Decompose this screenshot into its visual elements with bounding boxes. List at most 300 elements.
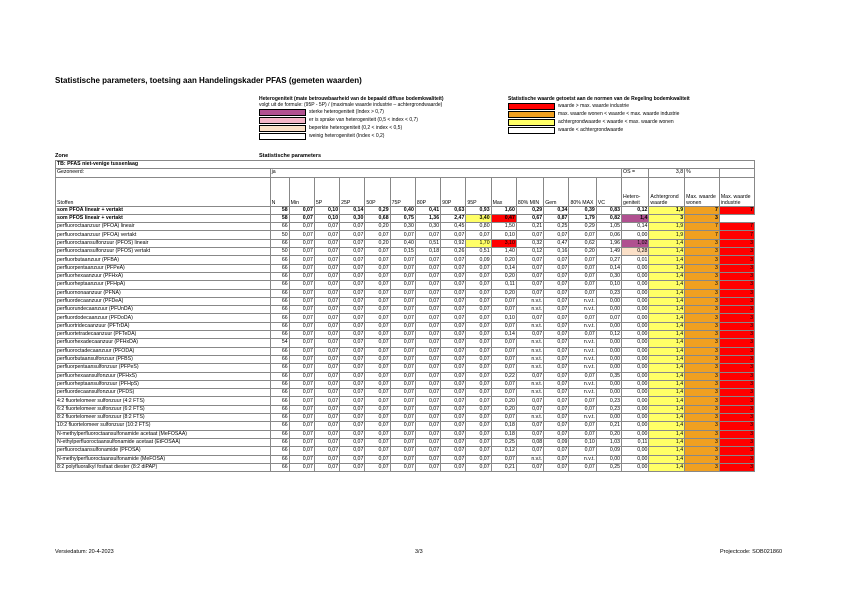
value-cell: 0,07 — [340, 455, 365, 463]
value-cell: 3 — [719, 347, 754, 355]
value-cell: 1,4 — [649, 306, 685, 314]
value-cell: 0,07 — [365, 430, 390, 438]
value-cell: 0,07 — [365, 422, 390, 430]
value-cell: 0,07 — [516, 289, 543, 297]
value-cell: 3 — [685, 380, 720, 388]
legend-item — [259, 108, 443, 116]
value-cell: 3 — [719, 389, 754, 397]
value-cell: 1,4 — [649, 322, 685, 330]
legend-swatch — [259, 109, 306, 116]
value-cell: 1,4 — [649, 438, 685, 446]
heterogeneity-legend — [259, 96, 443, 140]
value-cell: n.v.t. — [569, 322, 596, 330]
value-cell: 0,07 — [415, 364, 440, 372]
value-cell: 0,10 — [314, 214, 339, 222]
value-cell: 0,07 — [415, 455, 440, 463]
column-header: VC — [596, 177, 621, 206]
value-cell: 0,07 — [516, 272, 543, 280]
value-cell: n.v.t. — [516, 389, 543, 397]
value-cell: 0,07 — [441, 463, 466, 471]
value-cell: 3 — [685, 339, 720, 347]
value-cell: 1,4 — [649, 272, 685, 280]
value-cell: 0,07 — [544, 322, 569, 330]
value-cell: 1,4 — [649, 248, 685, 256]
value-cell: 3 — [719, 297, 754, 305]
value-cell: 0,00 — [622, 355, 649, 363]
value-cell: 0,07 — [544, 447, 569, 455]
value-cell: 0,07 — [390, 314, 415, 322]
value-cell: 0,07 — [441, 289, 466, 297]
column-header: N — [270, 177, 289, 206]
value-cell: 0,07 — [441, 380, 466, 388]
legend-item — [259, 132, 443, 140]
value-cell: 0,07 — [441, 422, 466, 430]
value-cell: 0,07 — [289, 206, 314, 214]
value-cell: 0,08 — [516, 438, 543, 446]
column-header: 80% MIN — [516, 177, 543, 206]
value-cell: 3 — [719, 248, 754, 256]
legend-label: er is sprake van heterogeniteit (0,5 < index < 0,7) — [309, 117, 418, 123]
value-cell: n.v.t. — [569, 414, 596, 422]
value-cell: 0,07 — [340, 314, 365, 322]
value-cell: 3 — [685, 306, 720, 314]
value-cell: 50 — [270, 231, 289, 239]
substance-name: perfluorhexadecaanzuur (PFHxDA) — [56, 339, 271, 347]
value-cell: 1,4 — [649, 372, 685, 380]
value-cell: 0,21 — [596, 422, 621, 430]
value-cell: 3 — [685, 438, 720, 446]
value-cell: 3 — [719, 372, 754, 380]
legend-item — [508, 118, 690, 126]
table-row — [56, 455, 755, 463]
norm-legend — [508, 96, 690, 134]
value-cell: 0,14 — [622, 223, 649, 231]
value-cell: 3 — [719, 339, 754, 347]
value-cell: 0,07 — [314, 380, 339, 388]
value-cell: 0,07 — [466, 231, 491, 239]
value-cell: 3 — [719, 422, 754, 430]
value-cell: 3 — [685, 248, 720, 256]
value-cell: 3 — [719, 447, 754, 455]
os-value: 3,8 — [649, 169, 685, 177]
value-cell: 1,02 — [622, 239, 649, 247]
value-cell: 0,41 — [415, 206, 440, 214]
value-cell: 0,00 — [622, 306, 649, 314]
footer-project: Projectcode: SOB021860 — [720, 549, 783, 555]
footer-page: 3/3 — [415, 549, 423, 555]
value-cell: 0,07 — [415, 331, 440, 339]
value-cell: 0,07 — [365, 372, 390, 380]
value-cell: 3 — [685, 264, 720, 272]
value-cell: 0,07 — [516, 231, 543, 239]
value-cell: 0,14 — [596, 264, 621, 272]
value-cell: 7 — [685, 231, 720, 239]
value-cell: 0,07 — [314, 372, 339, 380]
value-cell: 0,07 — [390, 347, 415, 355]
value-cell: 0,07 — [466, 422, 491, 430]
substance-name: N-ethylperfluoroctaansulfonamide acetaat (EtFOSAA) — [56, 438, 271, 446]
value-cell: 0,67 — [516, 214, 543, 222]
value-cell: 0,82 — [596, 214, 621, 222]
value-cell: 0,07 — [544, 463, 569, 471]
legend-label: waarde < achtergrondwaarde — [558, 127, 624, 133]
value-cell: 0,07 — [390, 430, 415, 438]
value-cell: 0,07 — [466, 372, 491, 380]
value-cell: 0,07 — [314, 438, 339, 446]
value-cell: 0,07 — [415, 339, 440, 347]
substance-name: perfluorbutaanzuur (PFBA) — [56, 256, 271, 264]
value-cell: 0,07 — [340, 463, 365, 471]
substance-name: perfluorundecaanzuur (PFUnDA) — [56, 306, 271, 314]
value-cell: n.v.t. — [516, 355, 543, 363]
value-cell: 0,07 — [441, 231, 466, 239]
value-cell: 0,00 — [596, 322, 621, 330]
value-cell: 0,07 — [441, 372, 466, 380]
value-cell: 1,9 — [649, 231, 685, 239]
column-header: Max — [491, 177, 516, 206]
gezoneerd-row — [56, 169, 755, 177]
value-cell: 0,07 — [289, 223, 314, 231]
value-cell: 3 — [685, 405, 720, 413]
value-cell: 3 — [719, 331, 754, 339]
value-cell: 0,07 — [466, 463, 491, 471]
substance-name: perfluortridecaanzuur (PFTrDA) — [56, 322, 271, 330]
value-cell: 1,4 — [649, 389, 685, 397]
value-cell: 0,07 — [365, 297, 390, 305]
value-cell: 0,07 — [340, 331, 365, 339]
value-cell: 0,07 — [314, 223, 339, 231]
value-cell: 0,07 — [314, 455, 339, 463]
substance-name: perfluorbutaansulfonzuur (PFBS) — [56, 355, 271, 363]
value-cell: 66 — [270, 289, 289, 297]
value-cell: 0,07 — [415, 380, 440, 388]
value-cell: 0,07 — [365, 463, 390, 471]
value-cell: 0,07 — [340, 256, 365, 264]
value-cell: 0,23 — [596, 289, 621, 297]
value-cell: 1,4 — [649, 331, 685, 339]
value-cell: 3 — [719, 455, 754, 463]
legend-swatch — [259, 117, 306, 124]
legend-item — [508, 102, 690, 110]
value-cell: 3 — [719, 239, 754, 247]
value-cell: 0,18 — [491, 422, 516, 430]
value-cell: 3 — [685, 372, 720, 380]
value-cell: 2,47 — [441, 214, 466, 222]
value-cell: 0,07 — [365, 314, 390, 322]
value-cell: 0,07 — [415, 463, 440, 471]
zone-row — [56, 161, 755, 169]
value-cell: 0,07 — [466, 264, 491, 272]
table-row — [56, 347, 755, 355]
value-cell: 0,07 — [466, 355, 491, 363]
table-row — [56, 463, 755, 471]
table-row — [56, 397, 755, 405]
value-cell: 66 — [270, 355, 289, 363]
legend-swatch — [259, 125, 306, 132]
value-cell: 3 — [719, 463, 754, 471]
value-cell: 0,07 — [289, 322, 314, 330]
value-cell: 0,07 — [365, 248, 390, 256]
value-cell: 0,23 — [596, 397, 621, 405]
legend-header: Heterogeniteit (mate betrouwbaarheid van de bepaald diffuse bodemkwaliteit) — [259, 96, 444, 102]
value-cell: 3 — [719, 355, 754, 363]
value-cell: 3 — [685, 397, 720, 405]
value-cell: 1,4 — [622, 214, 649, 222]
value-cell: 3 — [685, 314, 720, 322]
value-cell: 1,4 — [649, 347, 685, 355]
substance-name: som PFOA lineair + vertakt — [56, 206, 271, 214]
value-cell: 0,20 — [491, 256, 516, 264]
value-cell: 66 — [270, 331, 289, 339]
os-unit: % — [685, 169, 720, 177]
value-cell: 3 — [685, 239, 720, 247]
value-cell: 66 — [270, 389, 289, 397]
value-cell: 0,00 — [622, 289, 649, 297]
value-cell: 0,07 — [491, 339, 516, 347]
value-cell: 0,07 — [466, 289, 491, 297]
value-cell: 0,62 — [569, 239, 596, 247]
value-cell: 0,07 — [491, 322, 516, 330]
value-cell: 0,14 — [491, 331, 516, 339]
value-cell: 0,07 — [289, 455, 314, 463]
value-cell: 0,07 — [340, 297, 365, 305]
value-cell: 0,07 — [289, 239, 314, 247]
value-cell: 0,07 — [466, 364, 491, 372]
value-cell: 0,07 — [415, 397, 440, 405]
value-cell: 0,07 — [289, 430, 314, 438]
value-cell: 0,07 — [390, 397, 415, 405]
table-row — [56, 297, 755, 305]
value-cell: 3 — [719, 306, 754, 314]
value-cell: 0,07 — [415, 256, 440, 264]
value-cell: 0,07 — [441, 331, 466, 339]
legend-item — [259, 116, 443, 124]
value-cell: 7 — [685, 223, 720, 231]
value-cell: 0,07 — [441, 405, 466, 413]
value-cell: 0,00 — [596, 355, 621, 363]
value-cell: 0,11 — [622, 438, 649, 446]
value-cell: 0,07 — [569, 314, 596, 322]
value-cell: 0,51 — [415, 239, 440, 247]
value-cell: 0,35 — [596, 372, 621, 380]
value-cell: 1,4 — [649, 239, 685, 247]
table-row — [56, 223, 755, 231]
value-cell: 0,07 — [569, 231, 596, 239]
value-cell: 0,07 — [544, 264, 569, 272]
value-cell: n.v.t. — [569, 297, 596, 305]
value-cell: 0,18 — [491, 430, 516, 438]
value-cell: 0,07 — [569, 463, 596, 471]
value-cell: 0,07 — [544, 347, 569, 355]
table-row — [56, 422, 755, 430]
legend-header: Statistische waarde getoetst aan de normen van de Regeling bodemkwaliteit — [508, 96, 690, 102]
value-cell: 0,07 — [466, 438, 491, 446]
value-cell: 0,07 — [516, 281, 543, 289]
table-row — [56, 239, 755, 247]
value-cell: 3 — [685, 331, 720, 339]
value-cell: 0,00 — [622, 281, 649, 289]
value-cell: 3 — [685, 322, 720, 330]
value-cell: 1,4 — [649, 414, 685, 422]
value-cell: n.v.t. — [516, 455, 543, 463]
value-cell: 0,07 — [314, 414, 339, 422]
value-cell: 3 — [685, 463, 720, 471]
value-cell: 0,40 — [390, 239, 415, 247]
table-row — [56, 231, 755, 239]
column-header: 50P — [365, 177, 390, 206]
value-cell: 7 — [685, 206, 720, 214]
column-header: 90P — [441, 177, 466, 206]
value-cell: 0,07 — [289, 231, 314, 239]
substance-name: perfluordodecaanzuur (PFDoDA) — [56, 314, 271, 322]
value-cell: 0,07 — [544, 372, 569, 380]
value-cell: 0,07 — [415, 347, 440, 355]
value-cell: 66 — [270, 297, 289, 305]
legend-item — [508, 110, 690, 118]
table-row — [56, 430, 755, 438]
value-cell: 0,87 — [544, 214, 569, 222]
value-cell: 1,50 — [491, 223, 516, 231]
table-row — [56, 248, 755, 256]
value-cell: 66 — [270, 272, 289, 280]
table-row — [56, 314, 755, 322]
value-cell: 0,07 — [390, 339, 415, 347]
value-cell: 0,07 — [340, 355, 365, 363]
value-cell: 0,83 — [596, 206, 621, 214]
value-cell: 0,07 — [466, 322, 491, 330]
table-row — [56, 214, 755, 222]
value-cell: 1,4 — [649, 339, 685, 347]
value-cell: 0,07 — [544, 430, 569, 438]
value-cell: 0,07 — [289, 347, 314, 355]
value-cell: 0,07 — [441, 397, 466, 405]
value-cell: 0,07 — [340, 438, 365, 446]
value-cell: 0,07 — [516, 397, 543, 405]
value-cell: 0,00 — [622, 314, 649, 322]
value-cell: 0,07 — [289, 372, 314, 380]
value-cell: n.v.t. — [516, 339, 543, 347]
value-cell: 0,00 — [622, 347, 649, 355]
value-cell: 0,07 — [365, 355, 390, 363]
value-cell: 0,07 — [544, 380, 569, 388]
value-cell: 0,00 — [622, 331, 649, 339]
value-cell: 0,07 — [415, 272, 440, 280]
value-cell: 0,07 — [289, 339, 314, 347]
value-cell: 0,16 — [544, 248, 569, 256]
zone-value: TB: PFAS niet-venige tussenlaag — [56, 161, 755, 169]
value-cell: 7 — [719, 206, 754, 214]
legend-swatch — [508, 103, 555, 110]
value-cell: 0,07 — [544, 331, 569, 339]
value-cell: 3 — [719, 322, 754, 330]
value-cell: 0,07 — [340, 289, 365, 297]
value-cell: 1,4 — [649, 297, 685, 305]
value-cell: 0,00 — [622, 447, 649, 455]
value-cell: 0,75 — [390, 214, 415, 222]
value-cell: 0,07 — [340, 231, 365, 239]
value-cell: 0,07 — [365, 389, 390, 397]
substance-name: perfluoroctaansulfonamide (PFOSA) — [56, 447, 271, 455]
value-cell: 0,07 — [491, 380, 516, 388]
value-cell: 0,20 — [596, 430, 621, 438]
column-header: Min — [289, 177, 314, 206]
value-cell: 0,07 — [289, 289, 314, 297]
value-cell: 0,07 — [415, 405, 440, 413]
value-cell: 0,07 — [365, 455, 390, 463]
value-cell: 0,07 — [441, 281, 466, 289]
value-cell: 0,09 — [544, 438, 569, 446]
value-cell: 1,9 — [649, 223, 685, 231]
value-cell: 0,29 — [516, 206, 543, 214]
value-cell: 0,07 — [415, 438, 440, 446]
value-cell: 0,06 — [596, 231, 621, 239]
value-cell: 0,21 — [491, 463, 516, 471]
substance-name: perfluoroctadecaanzuur (PFODA) — [56, 347, 271, 355]
column-header: Max. waarde wonen — [685, 177, 720, 206]
value-cell: 0,07 — [415, 231, 440, 239]
value-cell: 0,92 — [441, 239, 466, 247]
value-cell: 0,07 — [314, 389, 339, 397]
value-cell: 0,07 — [289, 422, 314, 430]
value-cell: 0,11 — [491, 281, 516, 289]
value-cell: 66 — [270, 364, 289, 372]
value-cell: 0,07 — [415, 414, 440, 422]
value-cell: 0,07 — [390, 422, 415, 430]
value-cell: 66 — [270, 414, 289, 422]
value-cell: 0,01 — [622, 256, 649, 264]
value-cell: 0,07 — [441, 314, 466, 322]
value-cell: 1,60 — [491, 206, 516, 214]
value-cell: 0,07 — [314, 297, 339, 305]
value-cell: 0,07 — [289, 272, 314, 280]
value-cell: 0,07 — [544, 256, 569, 264]
value-cell: 0,07 — [569, 405, 596, 413]
value-cell: 0,07 — [415, 389, 440, 397]
value-cell: 0,07 — [544, 422, 569, 430]
column-header: 95P — [466, 177, 491, 206]
value-cell: 1,9 — [649, 206, 685, 214]
value-cell: 0,47 — [491, 214, 516, 222]
value-cell: 0,07 — [516, 314, 543, 322]
value-cell: 3 — [685, 455, 720, 463]
value-cell: 0,12 — [622, 206, 649, 214]
value-cell: 0,00 — [622, 455, 649, 463]
legend-item — [259, 124, 443, 132]
value-cell: 0,07 — [441, 339, 466, 347]
value-cell: 0,25 — [491, 438, 516, 446]
table-row — [56, 339, 755, 347]
value-cell: 0,07 — [340, 414, 365, 422]
value-cell: 0,07 — [415, 314, 440, 322]
value-cell: 0,00 — [596, 306, 621, 314]
value-cell: 66 — [270, 455, 289, 463]
substance-name: perfluoroctaanzuur (PFOA) vertakt — [56, 231, 271, 239]
value-cell: 0,07 — [544, 339, 569, 347]
value-cell: 0,00 — [622, 380, 649, 388]
value-cell: 0,00 — [622, 405, 649, 413]
value-cell: 0,07 — [415, 430, 440, 438]
value-cell: 0,07 — [289, 306, 314, 314]
value-cell: 0,07 — [314, 306, 339, 314]
value-cell: 0,07 — [390, 389, 415, 397]
value-cell: 66 — [270, 397, 289, 405]
value-cell: 0,28 — [622, 248, 649, 256]
value-cell: n.v.t. — [516, 306, 543, 314]
value-cell: 0,07 — [516, 422, 543, 430]
substance-name: N-methylperfluoroctaansulfonamide (MeFOSA) — [56, 455, 271, 463]
value-cell: 0,07 — [441, 264, 466, 272]
substance-name: perfluoroctaansulfonzuur (PFOS) lineair — [56, 239, 271, 247]
